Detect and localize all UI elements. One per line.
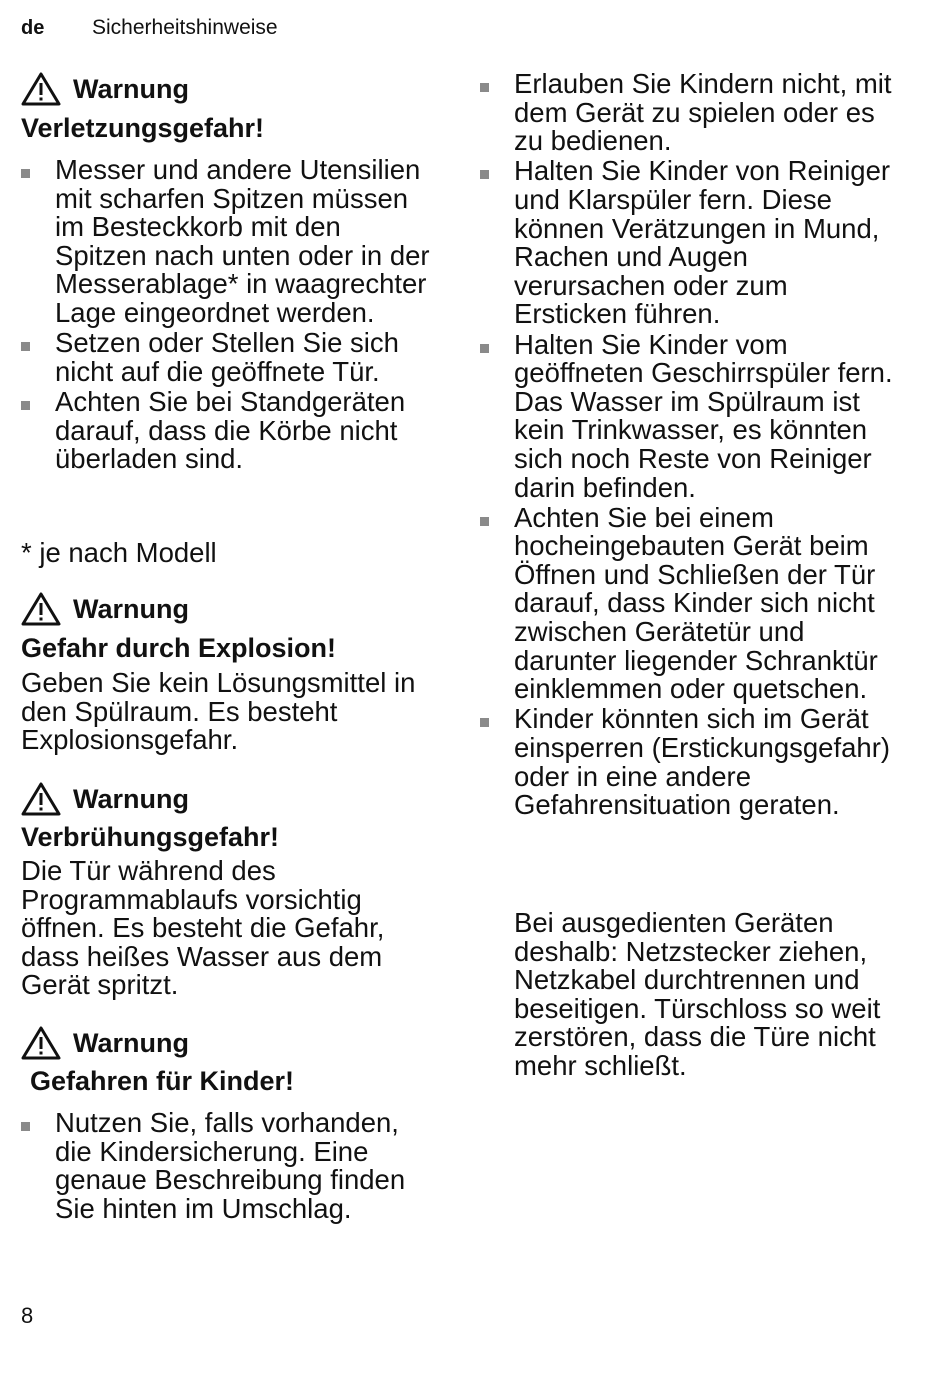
bullet-square-icon (480, 344, 489, 353)
warning-text: Geben Sie kein Lösungsmittel in den Spülraum. Es besteht Explosionsgefahr. (21, 667, 416, 756)
bullet-list (480, 70, 895, 821)
list-item: Achten Sie bei einem hocheingebauten Gerät beim Öffnen und Schließen der Tür darauf, dass Kinder sich nicht zwischen Gerätetür und darunter liegender Schranktür einklemmen oder quetschen. (480, 504, 895, 704)
list-item: Messer und andere Utensilien mit scharfen Spitzen müssen im Besteckkorb mit den Spitzen nach unten oder in der Messerablage* in waagrechter Lage eingeordnet werden. (21, 156, 431, 328)
warning-heading (21, 72, 189, 106)
hazard-title: Gefahren für Kinder! (30, 1066, 295, 1096)
bullet-square-icon (21, 169, 30, 178)
footnote: * je nach Modell (21, 537, 217, 568)
warning-triangle-icon (21, 592, 61, 626)
warning-label: Warnung (73, 783, 189, 814)
bullet-list (21, 1109, 431, 1225)
warning-text: Die Tür während des Programmablaufs vorsichtig öffnen. Es besteht die Gefahr, dass heißes Wasser aus dem Gerät spritzt. (21, 855, 385, 1001)
language-code: de (21, 17, 45, 39)
bullet-square-icon (21, 401, 30, 410)
warning-triangle-icon (21, 782, 61, 816)
bullet-square-icon (21, 342, 30, 351)
warning-label: Warnung (73, 1027, 189, 1058)
list-item: Setzen oder Stellen Sie sich nicht auf die geöffnete Tür. (21, 329, 431, 386)
warning-triangle-icon (21, 72, 61, 106)
list-item: Erlauben Sie Kindern nicht, mit dem Gerät zu spielen oder es zu bedienen. (480, 70, 895, 156)
bullet-square-icon (21, 1122, 30, 1131)
hazard-title: Verbrühungsgefahr! (21, 822, 280, 852)
list-item: Halten Sie Kinder vom geöffneten Geschirrspüler fern. Das Wasser im Spülraum ist kein Trinkwasser, es könnten sich noch Reste von Reiniger darin befinden. (480, 331, 895, 503)
hazard-title: Verletzungsgefahr! (21, 113, 265, 143)
section-title: Sicherheitshinweise (92, 16, 278, 39)
list-item: Halten Sie Kinder von Reiniger und Klarspüler fern. Diese können Verätzungen in Mund, Rachen und Augen verursachen oder zum Ersticken führen. (480, 157, 895, 329)
bullet-square-icon (480, 170, 489, 179)
warning-triangle-icon (21, 1026, 61, 1060)
bullet-square-icon (480, 83, 489, 92)
hazard-title: Gefahr durch Explosion! (21, 633, 337, 663)
trailing-paragraph: Bei ausgedienten Geräten deshalb: Netzstecker ziehen, Netzkabel durchtrennen und beseitigen. Türschloss so weit zerstören, dass die Türe nicht mehr schließt. (514, 907, 881, 1081)
warning-heading (21, 1026, 189, 1060)
page-number: 8 (21, 1303, 34, 1328)
warning-heading (21, 592, 189, 626)
warning-label: Warnung (73, 593, 189, 624)
list-item: Nutzen Sie, falls vorhanden, die Kindersicherung. Eine genaue Beschreibung finden Sie hinten im Umschlag. (21, 1109, 431, 1223)
list-item: Achten Sie bei Standgeräten darauf, dass die Körbe nicht überladen sind. (21, 388, 431, 474)
page-header (21, 16, 278, 40)
list-item: Kinder könnten sich im Gerät einsperren (Erstickungsgefahr) oder in eine andere Gefahrensituation geraten. (480, 705, 895, 819)
bullet-square-icon (480, 517, 489, 526)
bullet-square-icon (480, 718, 489, 727)
warning-label: Warnung (73, 73, 189, 104)
bullet-list (21, 156, 431, 475)
warning-heading (21, 782, 189, 816)
